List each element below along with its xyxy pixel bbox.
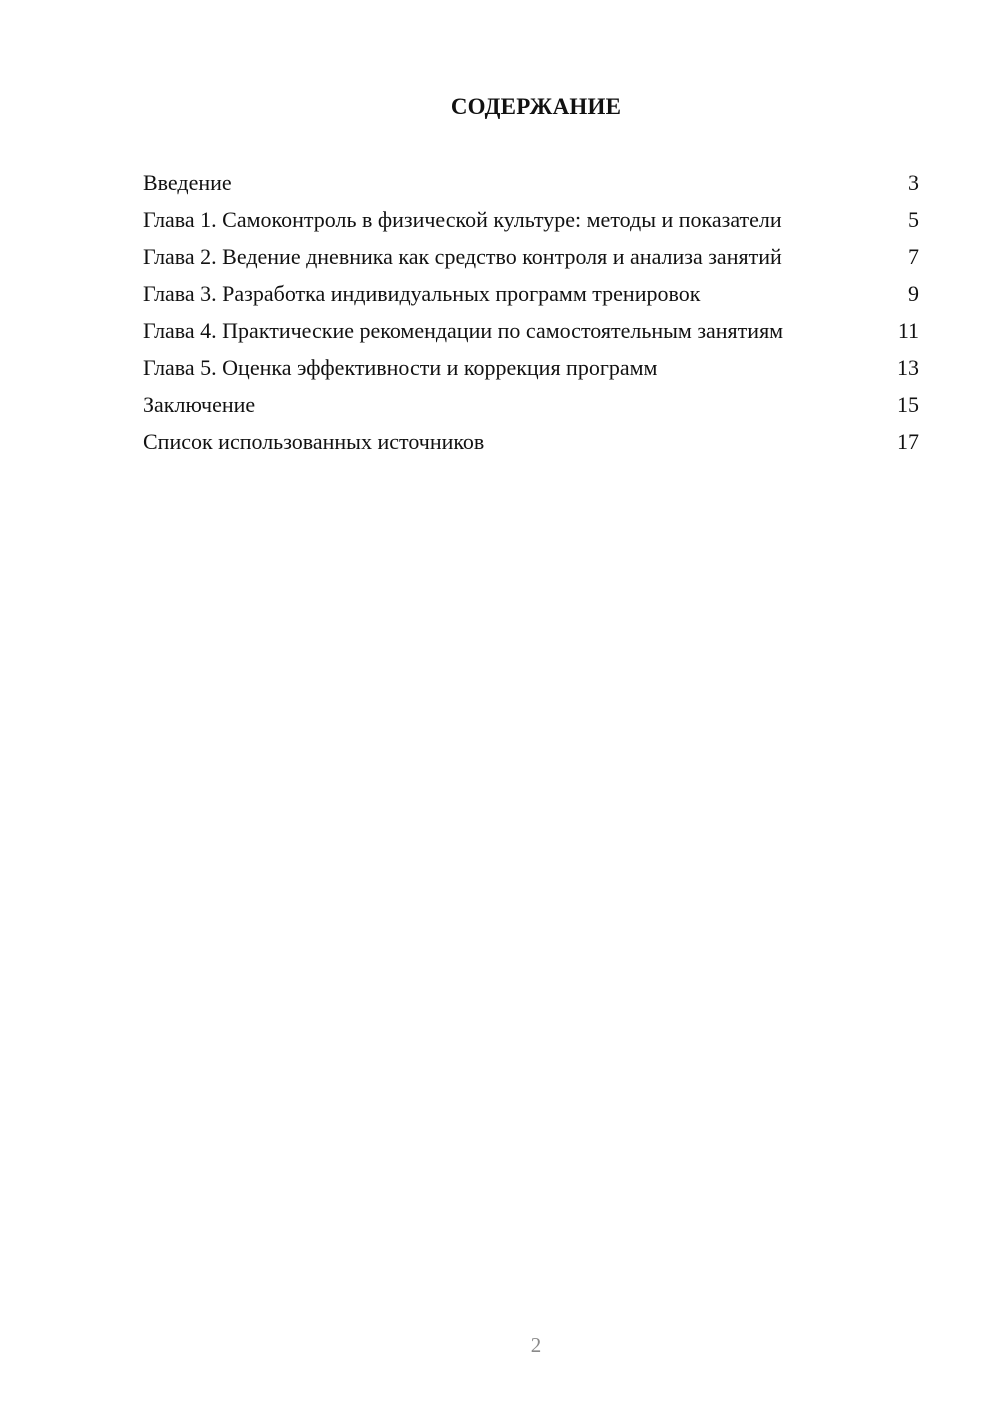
page-title: [0, 94, 1000, 120]
toc-entry-chapter-2[interactable]: [143, 243, 919, 270]
toc-entry-page: 7: [908, 244, 919, 269]
toc-entry-label: Глава 2. Ведение дневника как средство контроля и анализа занятий: [143, 244, 782, 269]
toc-entry-page: 17: [897, 429, 919, 454]
toc-entry-label: Введение: [143, 170, 232, 195]
toc-entry-chapter-1[interactable]: [143, 206, 919, 233]
toc-entry-page: 3: [908, 170, 919, 195]
toc-entry-chapter-3[interactable]: [143, 280, 919, 307]
toc-entry-page: 9: [908, 281, 919, 306]
page-number: 2: [530, 1333, 542, 1357]
toc-entry-chapter-5[interactable]: [143, 354, 919, 381]
toc-entry-introduction[interactable]: [143, 169, 919, 196]
toc-entry-label: Глава 5. Оценка эффективности и коррекция программ: [143, 355, 658, 380]
toc-entry-label: Глава 4. Практические рекомендации по самостоятельным занятиям: [143, 318, 784, 343]
toc-entry-references[interactable]: [143, 428, 919, 455]
toc-entry-label: Глава 1. Самоконтроль в физической культуре: методы и показатели: [143, 207, 782, 232]
table-of-contents: [143, 169, 919, 465]
toc-entry-label: Заключение: [143, 392, 256, 417]
page-title-text: СОДЕРЖАНИЕ: [450, 94, 622, 119]
toc-entry-page: 15: [897, 392, 919, 417]
toc-entry-page: 11: [897, 318, 919, 343]
toc-entry-page: 5: [908, 207, 919, 232]
toc-entry-chapter-4[interactable]: [143, 317, 919, 344]
toc-entry-conclusion[interactable]: [143, 391, 919, 418]
toc-entry-label: Список использованных источников: [143, 429, 485, 454]
toc-entry-label: Глава 3. Разработка индивидуальных программ тренировок: [143, 281, 701, 306]
toc-entry-page: 13: [897, 355, 919, 380]
